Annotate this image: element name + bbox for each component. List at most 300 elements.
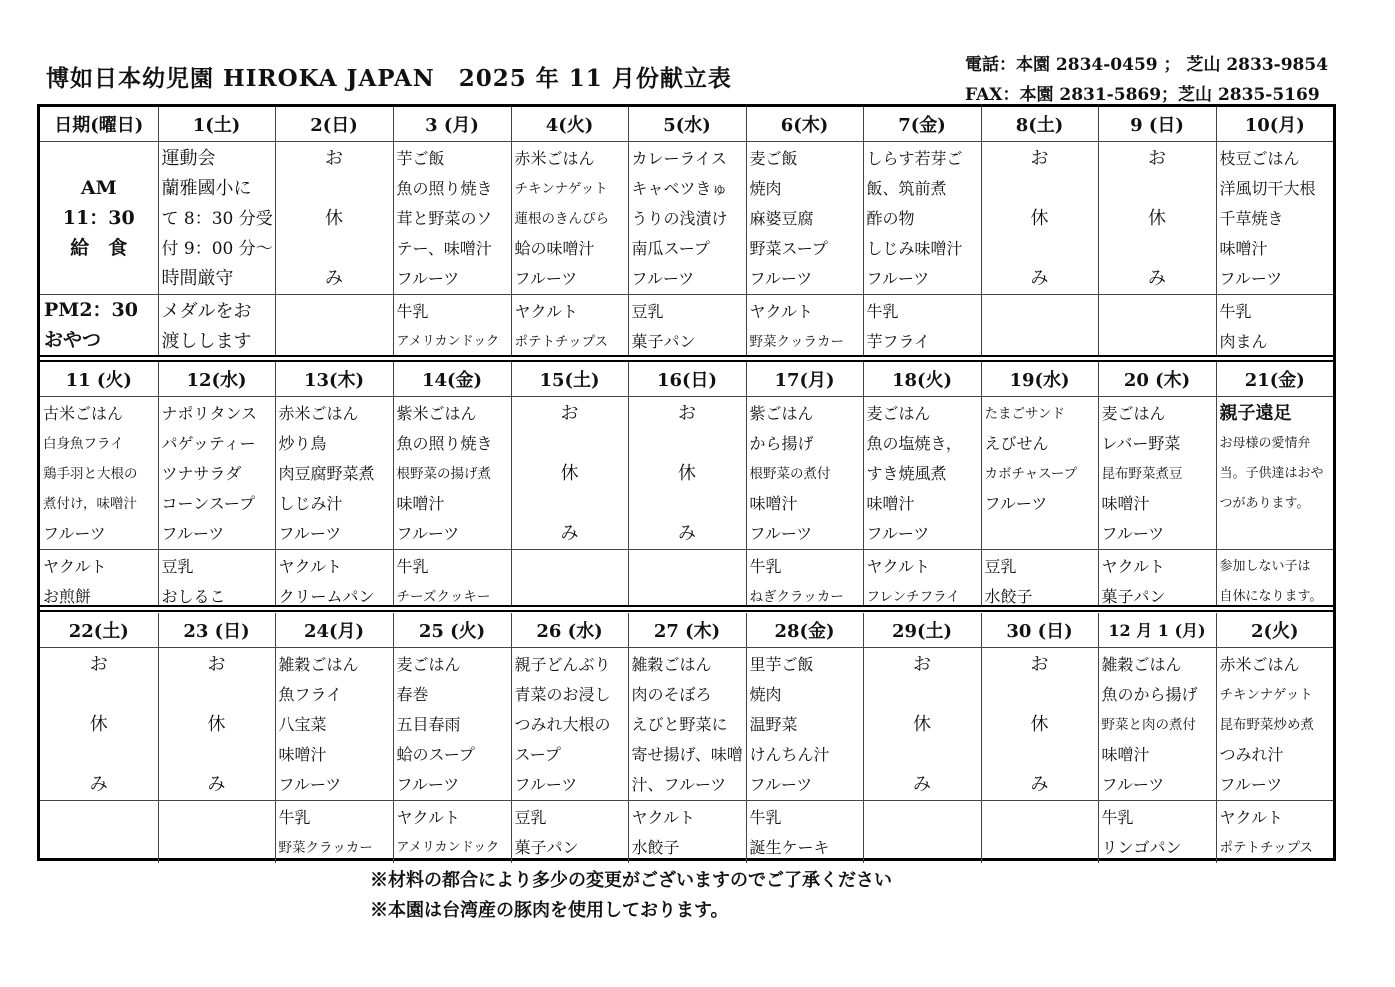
lunch-cell-13: [275, 396, 393, 549]
menu-line: 鶏手羽と大根の: [43, 465, 138, 482]
week-3-lunch-row: [40, 647, 1333, 800]
snack-cell-13: [275, 549, 393, 612]
snack-line: フレンチフライ: [866, 588, 960, 605]
menu-line: 古米ごはん: [43, 403, 124, 423]
snack-cell-30: [981, 800, 1098, 863]
menu-line: 親子遠足: [1219, 402, 1292, 424]
menu-line: 味噌汁: [866, 493, 915, 513]
menu-line: 蛤のスープ: [396, 744, 475, 764]
snack-line: 豆乳: [984, 556, 1017, 576]
snack-cell-1: [158, 294, 275, 357]
menu-line: 寄せ揚げ、味噌: [631, 744, 743, 764]
week-3-snack-row: [40, 800, 1333, 863]
week-3-block: [40, 613, 1333, 858]
menu-line: 春巻: [396, 684, 429, 704]
day-header: 23 (日): [158, 613, 275, 647]
pm-time-label: PM2：30: [44, 298, 138, 321]
menu-line: フルーツ: [278, 774, 342, 794]
day-header: 29(土): [863, 613, 981, 647]
holiday-text: み: [913, 773, 931, 795]
lunch-cell-dec-1: [1098, 647, 1216, 800]
snack-cell-12: [158, 549, 275, 612]
lunch-cell-21: [1216, 396, 1333, 549]
menu-line: つみれ汁: [1219, 744, 1284, 764]
menu-line: 洋風切干大根: [1219, 178, 1316, 198]
menu-line: うりの浅漬け: [631, 208, 728, 228]
lunch-cell-1: [158, 141, 275, 294]
lunch-cell-17: [746, 396, 863, 549]
menu-line: しらす若芽ご: [866, 148, 963, 168]
menu-line: から揚げ: [749, 433, 814, 453]
snack-line: 菓子パン: [1101, 586, 1166, 606]
lunch-cell-dec-2: [1216, 647, 1333, 800]
menu-line: 野菜と肉の煮付: [1101, 716, 1196, 733]
holiday-cell-8: [981, 141, 1098, 294]
footnote-pork: ※本園は台湾産の豚肉を使用しております。: [370, 900, 729, 921]
snack-line: ヤクルト: [631, 807, 696, 827]
menu-line: 白身魚フライ: [43, 435, 124, 452]
lunch-cell-3: [393, 141, 511, 294]
menu-line: 根野菜の揚げ煮: [396, 465, 491, 482]
fax-info: FAX：本園 2831-5869；芝山 2835-5169: [965, 85, 1320, 105]
menu-line: 雑穀ごはん: [278, 654, 359, 674]
holiday-text: お: [89, 653, 108, 675]
snack-line: ヤクルト: [514, 301, 579, 321]
snack-line: アメリカンドック: [396, 333, 500, 349]
menu-line: しじみ味噌汁: [866, 238, 963, 258]
snack-cell-15: [511, 549, 628, 612]
day-header: 12(水): [158, 362, 275, 396]
menu-line: チキンナゲット: [1219, 686, 1313, 703]
page-title: 博如日本幼児園 HIROKA JAPAN 2025 年 11 月份献立表: [46, 65, 732, 92]
lunch-cell-6: [746, 141, 863, 294]
week-1-table: [40, 107, 1333, 357]
menu-line: フルーツ: [749, 268, 813, 288]
snack-cell-4: [511, 294, 628, 357]
day-header: 13(木): [275, 362, 393, 396]
menu-line: 野菜スープ: [749, 238, 828, 258]
menu-line: けんちん汁: [749, 744, 830, 764]
holiday-text: 休: [678, 462, 696, 484]
holiday-cell-9: [1098, 141, 1216, 294]
day-header: 8(土): [981, 107, 1098, 141]
menu-line: カボチャスープ: [984, 465, 1078, 482]
holiday-text: 休: [560, 462, 579, 484]
snack-cell-11: [40, 549, 158, 612]
menu-line: 味噌汁: [396, 493, 445, 513]
snack-line: 肉まん: [1219, 331, 1268, 351]
am-time-label: 11：30: [62, 206, 135, 229]
menu-line: 赤米ごはん: [278, 403, 359, 423]
holiday-text: み: [560, 522, 579, 544]
snack-line: 自休になります。: [1219, 588, 1323, 604]
day-header: 10(月): [1216, 107, 1333, 141]
menu-line: 蓮根のきんぴら: [514, 210, 609, 227]
snack-cell-dec-2: [1216, 800, 1333, 863]
day-header: 19(水): [981, 362, 1098, 396]
snack-line: 牛乳: [866, 301, 899, 321]
lunch-cell-4: [511, 141, 628, 294]
snack-line: ヤクルト: [1101, 556, 1166, 576]
lunch-cell-5: [628, 141, 746, 294]
menu-line: 魚の照り焼き: [396, 433, 493, 453]
menu-line: 飯、筑前煮: [866, 178, 947, 198]
menu-line: フルーツ: [749, 523, 813, 543]
snack-cell-24: [275, 800, 393, 863]
menu-line: フルーツ: [396, 774, 460, 794]
snack-line: 豆乳: [631, 301, 664, 321]
menu-line: 枝豆ごはん: [1219, 148, 1300, 168]
week-1-header-row: [40, 107, 1333, 141]
holiday-text: 休: [1148, 207, 1166, 229]
menu-line: フルーツ: [866, 523, 930, 543]
menu-line: つみれ大根の: [514, 714, 611, 734]
menu-line: スープ: [514, 744, 561, 764]
holiday-cell-2: [275, 141, 393, 294]
menu-line: フルーツ: [514, 268, 578, 288]
day-header: 2(火): [1216, 613, 1333, 647]
menu-line: 雑穀ごはん: [1101, 654, 1182, 674]
menu-line: 蛤の味噌汁: [514, 238, 595, 258]
holiday-text: 休: [913, 713, 931, 735]
snack-line: 菓子パン: [631, 331, 696, 351]
day-header: 6(木): [746, 107, 863, 141]
snack-cell-16: [628, 549, 746, 612]
menu-line: 味噌汁: [278, 744, 327, 764]
menu-line: フルーツ: [1219, 774, 1283, 794]
snack-cell-9: [1098, 294, 1216, 357]
snack-cell-22: [40, 800, 158, 863]
snack-line: おしるこ: [161, 586, 226, 606]
menu-line: 時間厳守: [161, 267, 234, 289]
holiday-text: み: [678, 522, 696, 544]
menu-line: 肉豆腐野菜煮: [278, 463, 375, 483]
menu-line: お母様の愛情弁: [1219, 435, 1311, 451]
menu-line: 昆布野菜炒め煮: [1219, 716, 1314, 733]
menu-line: レバー野菜: [1101, 433, 1181, 453]
menu-line: フルーツ: [866, 268, 930, 288]
week-divider: [40, 605, 1333, 612]
lunch-cell-7: [863, 141, 981, 294]
snack-line: 水餃子: [984, 586, 1033, 606]
menu-line: 運動会: [161, 147, 216, 169]
day-header: 17(月): [746, 362, 863, 396]
menu-line: 味噌汁: [1101, 744, 1150, 764]
menu-line: えびせん: [984, 433, 1049, 453]
day-header: 27 (木): [628, 613, 746, 647]
menu-line: 赤米ごはん: [1219, 654, 1300, 674]
day-header: 22(土): [40, 613, 158, 647]
menu-line: しじみ汁: [278, 493, 343, 513]
snack-cell-14: [393, 549, 511, 612]
footnote-ingredients: ※材料の都合により多少の変更がございますのでご了承ください: [370, 870, 892, 891]
snack-line: ヤクルト: [396, 807, 461, 827]
snack-cell-3: [393, 294, 511, 357]
week-1-snack-row: [40, 294, 1333, 357]
snack-cell-19: [981, 549, 1098, 612]
menu-line: 五目春雨: [396, 714, 461, 734]
week-2-block: [40, 362, 1333, 605]
snack-line: ヤクルト: [749, 301, 814, 321]
snack-line: 野菜クッラカー: [749, 333, 844, 350]
menu-line: フルーツ: [1219, 268, 1283, 288]
menu-line: 南瓜スープ: [631, 238, 710, 258]
snack-line: 野菜クラッカー: [278, 839, 373, 856]
lunch-cell-25: [393, 647, 511, 800]
holiday-cell-30: [981, 647, 1098, 800]
snack-cell-26: [511, 800, 628, 863]
day-header: 14(金): [393, 362, 511, 396]
menu-line: 当。子供達はおや: [1219, 465, 1324, 481]
menu-line: 紫米ごはん: [396, 403, 477, 423]
snack-cell-29: [863, 800, 981, 863]
week-2-snack-row: [40, 549, 1333, 612]
snack-cell-21: [1216, 549, 1333, 612]
menu-line: 茸と野菜のソ: [396, 208, 493, 228]
menu-line: 青菜のお浸し: [514, 684, 611, 704]
menu-line: えびと野菜に: [631, 714, 728, 734]
holiday-text: お: [1030, 147, 1049, 169]
menu-line: フルーツ: [396, 268, 460, 288]
day-header: 21(金): [1216, 362, 1333, 396]
snack-line: 芋フライ: [866, 331, 931, 351]
day-header: 30 (日): [981, 613, 1098, 647]
holiday-text: お: [560, 402, 579, 424]
am-label: AM: [80, 176, 117, 199]
menu-line: たまごサンド: [984, 405, 1065, 422]
lunch-cell-11: [40, 396, 158, 549]
menu-line: 味噌汁: [1101, 493, 1150, 513]
snack-line: 誕生ケーキ: [749, 837, 830, 857]
menu-line: 付 9：00 分～: [161, 238, 273, 259]
menu-line: 味噌汁: [1219, 238, 1268, 258]
menu-line: 炒り鳥: [278, 433, 327, 453]
menu-line: つがあります。: [1219, 495, 1310, 511]
week-2-lunch-row: [40, 396, 1333, 549]
snack-label: おやつ: [44, 328, 102, 351]
menu-line: コーンスープ: [161, 493, 256, 513]
snack-line: 牛乳: [749, 807, 782, 827]
snack-line: ヤクルト: [278, 556, 343, 576]
week-2-header-row: [40, 362, 1333, 396]
day-header: 24(月): [275, 613, 393, 647]
holiday-text: み: [1030, 267, 1049, 289]
snack-line: 牛乳: [1219, 301, 1252, 321]
snack-line: 牛乳: [396, 301, 429, 321]
menu-line: キャベツきゅ: [631, 178, 728, 198]
menu-line: フルーツ: [514, 774, 578, 794]
menu-line: すき焼風煮: [866, 463, 947, 483]
holiday-cell-16: [628, 396, 746, 549]
menu-line: 麦ご飯: [749, 148, 798, 168]
holiday-text: み: [1030, 773, 1049, 795]
menu-line: フルーツ: [43, 523, 106, 543]
week-3-table: [40, 613, 1333, 863]
menu-line: 昆布野菜煮豆: [1101, 465, 1183, 482]
snack-line: 牛乳: [278, 807, 311, 827]
lunch-label-cell: [40, 141, 158, 294]
menu-line: 親子どんぶり: [514, 654, 611, 674]
day-header: 20 (木): [1098, 362, 1216, 396]
snack-cell-6: [746, 294, 863, 357]
holiday-text: 休: [207, 713, 226, 735]
menu-line: 麻婆豆腐: [749, 208, 814, 228]
holiday-text: み: [1148, 267, 1166, 289]
snack-line: 牛乳: [749, 556, 782, 576]
holiday-text: み: [89, 773, 108, 795]
snack-cell-28: [746, 800, 863, 863]
snack-cell-18: [863, 549, 981, 612]
menu-line: フルーツ: [749, 774, 813, 794]
lunch-cell-24: [275, 647, 393, 800]
lunch-cell-18: [863, 396, 981, 549]
menu-line: 魚フライ: [278, 684, 343, 704]
holiday-cell-29: [863, 647, 981, 800]
snack-cell-20: [1098, 549, 1216, 612]
menu-line: て 8：30 分受: [161, 208, 273, 229]
lunch-label: 給 食: [70, 236, 128, 259]
menu-line: テー、味噌汁: [396, 238, 492, 258]
holiday-text: 休: [325, 207, 343, 229]
day-header: 4(火): [511, 107, 628, 141]
snack-line: お煎餅: [43, 586, 92, 606]
day-header: 7(金): [863, 107, 981, 141]
day-header: 3 (月): [393, 107, 511, 141]
holiday-text: お: [1148, 147, 1166, 169]
holiday-cell-22: [40, 647, 158, 800]
snack-line: 豆乳: [514, 807, 547, 827]
holiday-text: み: [325, 267, 343, 289]
menu-line: 酢の物: [866, 208, 915, 228]
menu-line: 赤米ごはん: [514, 148, 595, 168]
holiday-text: お: [913, 653, 931, 675]
week-1-block: [40, 107, 1333, 355]
menu-line: 煮付け，味噌汁: [43, 495, 137, 512]
menu-line: 焼肉: [749, 684, 782, 704]
day-header: 16(日): [628, 362, 746, 396]
day-header: 11 (火): [40, 362, 158, 396]
snack-cell-27: [628, 800, 746, 863]
lunch-cell-19: [981, 396, 1098, 549]
snack-line: クリームパン: [278, 586, 375, 606]
menu-line: フルーツ: [631, 268, 695, 288]
lunch-cell-27: [628, 647, 746, 800]
menu-line: 八宝菜: [278, 714, 327, 734]
holiday-text: み: [207, 773, 226, 795]
menu-line: 魚のから揚げ: [1101, 684, 1198, 704]
menu-line: 蘭雅國小に: [161, 177, 252, 199]
menu-line: フルーツ: [984, 493, 1048, 513]
day-header: 12 月 1 (月): [1098, 613, 1216, 647]
snack-cell-7: [863, 294, 981, 357]
holiday-text: お: [325, 147, 343, 169]
snack-cell-dec-1: [1098, 800, 1216, 863]
menu-line: フルーツ: [278, 523, 342, 543]
day-header: 9 (日): [1098, 107, 1216, 141]
day-header: 26 (水): [511, 613, 628, 647]
snack-line: 参加しない子は: [1219, 558, 1311, 574]
lunch-cell-10: [1216, 141, 1333, 294]
snack-line: ヤクルト: [866, 556, 931, 576]
snack-line: メダルをお: [161, 300, 252, 322]
snack-line: チーズクッキー: [396, 588, 491, 605]
snack-line: 渡しします: [161, 330, 252, 352]
menu-line: 紫ごはん: [749, 403, 814, 423]
snack-line: ポテトチップス: [1219, 839, 1314, 856]
week-3-header-row: [40, 613, 1333, 647]
day-header: 25 (火): [393, 613, 511, 647]
lunch-cell-26: [511, 647, 628, 800]
menu-line: チキンナゲット: [514, 180, 608, 197]
lunch-cell-12: [158, 396, 275, 549]
holiday-text: お: [678, 402, 696, 424]
day-header: 2(日): [275, 107, 393, 141]
menu-line: 千草焼き: [1219, 208, 1284, 228]
snack-cell-8: [981, 294, 1098, 357]
holiday-text: 休: [1030, 207, 1049, 229]
week-divider: [40, 355, 1333, 362]
menu-line: フルーツ: [161, 523, 225, 543]
snack-line: ヤクルト: [43, 556, 107, 576]
snack-cell-2: [275, 294, 393, 357]
day-header: 5(水): [628, 107, 746, 141]
menu-line: パゲッティー: [161, 433, 256, 453]
day-header: 18(火): [863, 362, 981, 396]
lunch-cell-28: [746, 647, 863, 800]
snack-label-cell: [40, 294, 158, 357]
menu-line: フルーツ: [1101, 523, 1165, 543]
holiday-text: お: [1030, 653, 1049, 675]
snack-line: アメリカンドック: [396, 839, 500, 855]
snack-cell-25: [393, 800, 511, 863]
week-1-lunch-row: [40, 141, 1333, 294]
menu-line: フルーツ: [396, 523, 460, 543]
snack-cell-23: [158, 800, 275, 863]
menu-line: 焼肉: [749, 178, 782, 198]
menu-line: 麦ごはん: [866, 403, 931, 423]
snack-line: ヤクルト: [1219, 807, 1284, 827]
day-header: 1(土): [158, 107, 275, 141]
snack-line: リンゴパン: [1101, 837, 1182, 857]
menu-line: 麦ごはん: [1101, 403, 1166, 423]
holiday-text: 休: [89, 713, 108, 735]
menu-line: ナポリタンス: [161, 403, 258, 423]
day-header: 28(金): [746, 613, 863, 647]
lunch-cell-14: [393, 396, 511, 549]
phone-info: 電話：本園 2834-0459 ； 芝山 2833-9854: [965, 55, 1329, 75]
week-2-table: [40, 362, 1333, 612]
snack-line: 牛乳: [1101, 807, 1134, 827]
holiday-cell-15: [511, 396, 628, 549]
snack-line: 菓子パン: [514, 837, 579, 857]
snack-line: 豆乳: [161, 556, 194, 576]
holiday-text: お: [207, 653, 226, 675]
menu-line: カレーライス: [631, 148, 727, 168]
menu-line: 汁、フルーツ: [631, 774, 727, 794]
snack-cell-17: [746, 549, 863, 612]
menu-line: 魚の照り焼き: [396, 178, 493, 198]
menu-line: 雑穀ごはん: [631, 654, 712, 674]
snack-line: 牛乳: [396, 556, 429, 576]
menu-table: [37, 104, 1336, 861]
snack-line: ねぎクラッカー: [749, 588, 844, 605]
snack-cell-10: [1216, 294, 1333, 357]
menu-line: 味噌汁: [749, 493, 798, 513]
snack-cell-5: [628, 294, 746, 357]
date-column-header: 日期(曜日): [40, 107, 158, 141]
day-header: 15(土): [511, 362, 628, 396]
menu-line: 温野菜: [749, 714, 798, 734]
